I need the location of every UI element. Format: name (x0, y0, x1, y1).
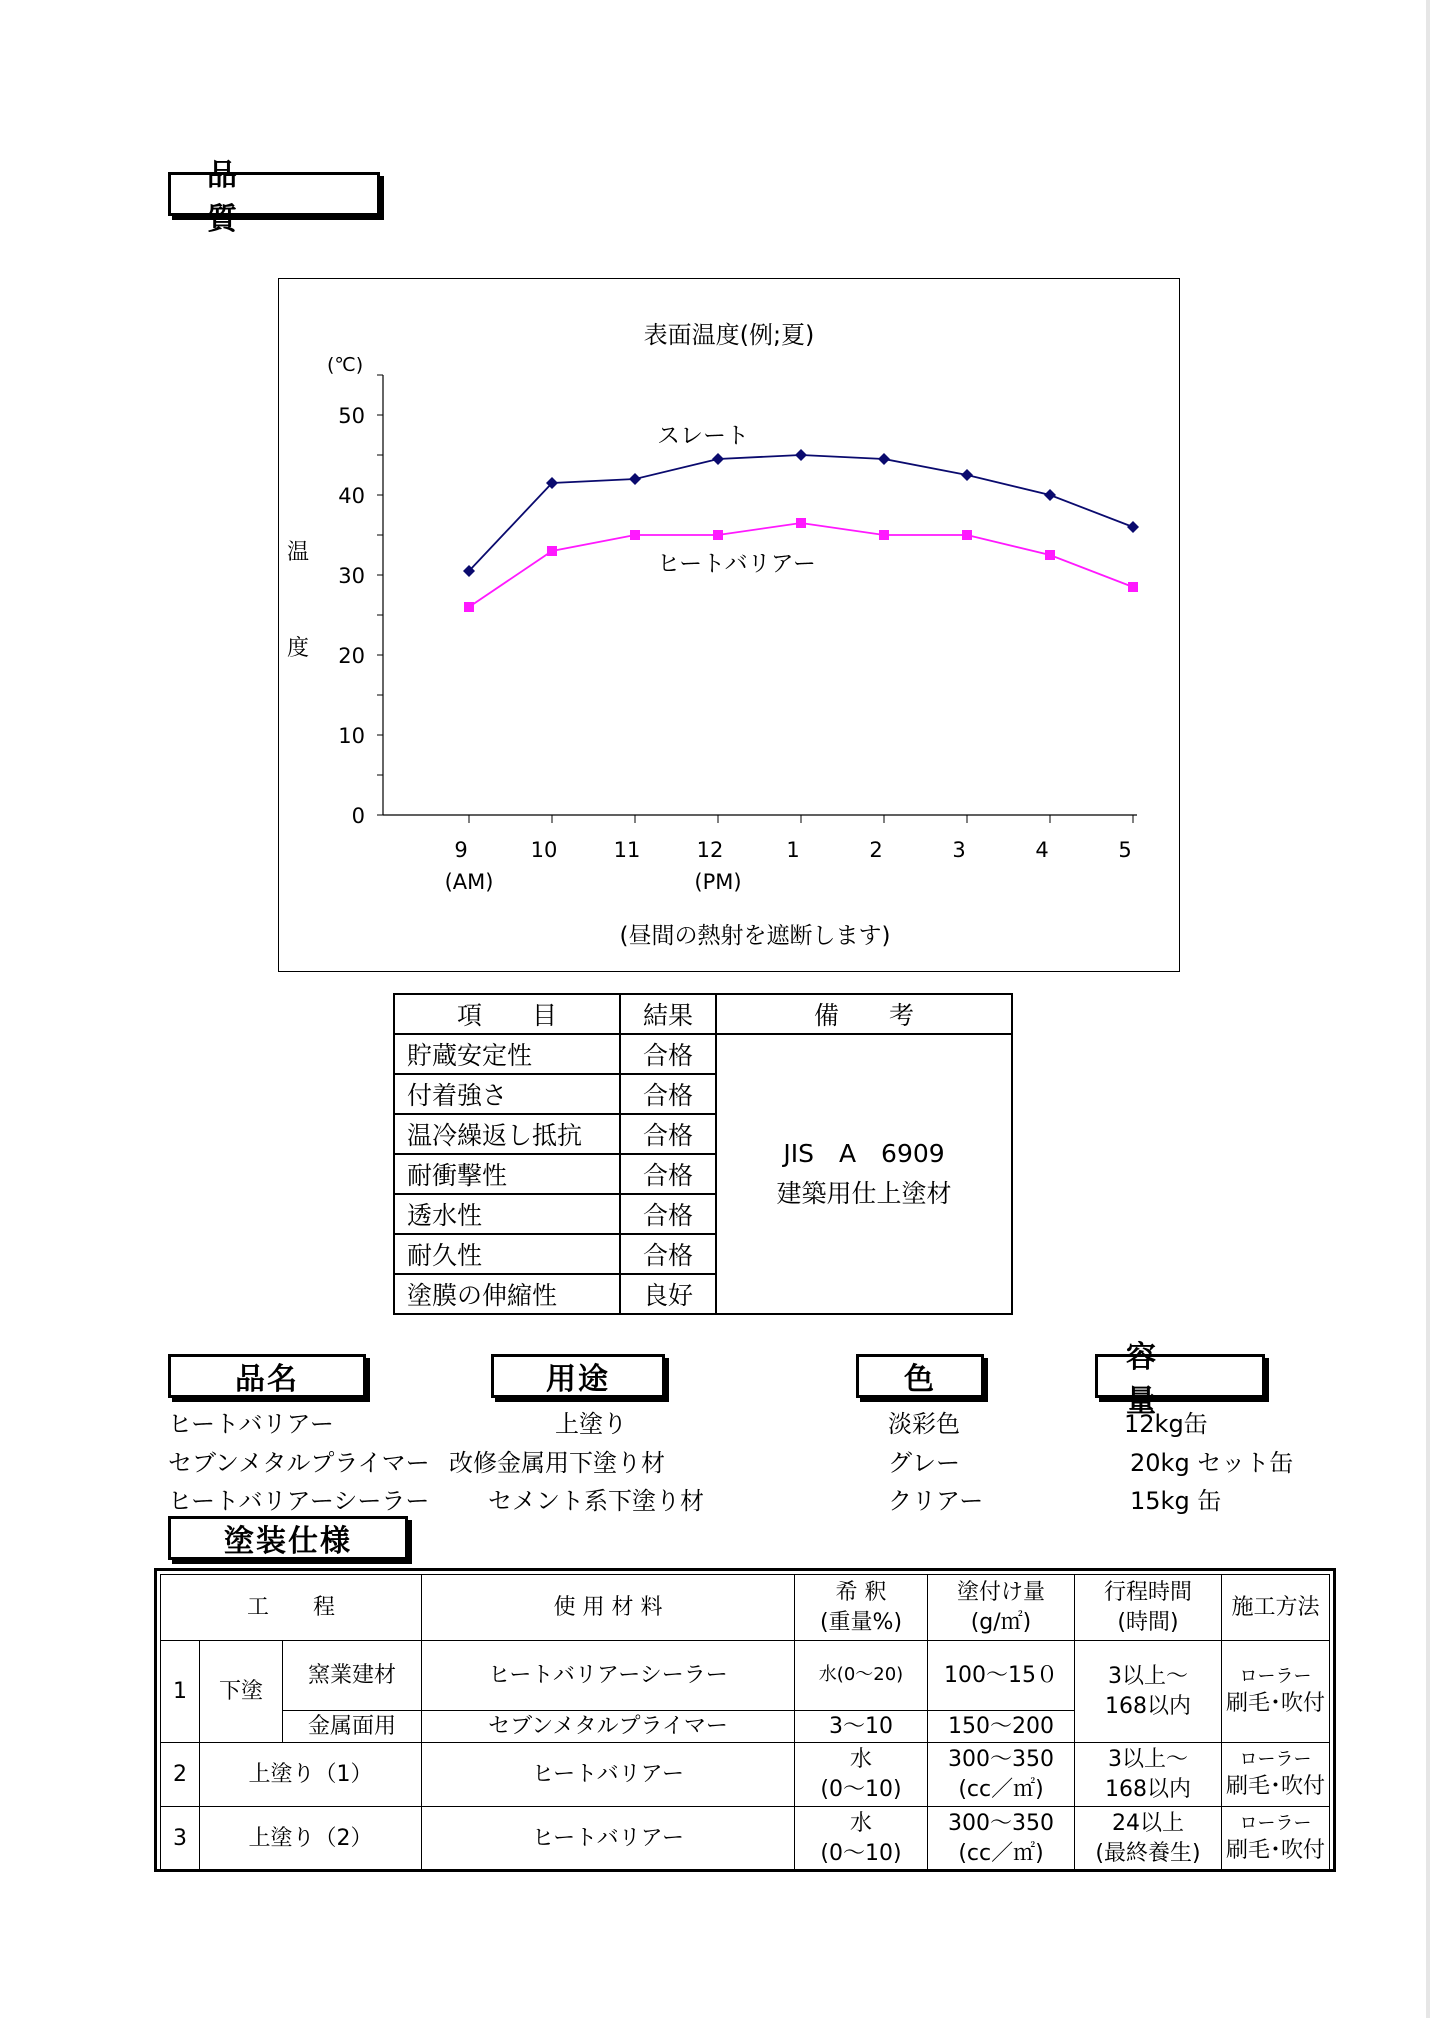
step-cell: 上塗り（2） (200, 1807, 422, 1871)
product-color-2: グレー (888, 1449, 960, 1477)
x-sub-label: (PM) (694, 870, 742, 894)
interval-line2: 168以内 (1105, 1693, 1191, 1719)
product-capacity-2: 20kg セット缶 (1130, 1449, 1294, 1477)
amount-cell: 100～15０ (928, 1641, 1075, 1711)
product-capacity-1: 12kg缶 (1124, 1410, 1208, 1438)
method-line2: 刷毛･吹付 (1226, 1837, 1326, 1863)
table-row (394, 1034, 1012, 1074)
color-heading: 色 (856, 1354, 984, 1398)
spec-row-3 (161, 1807, 1330, 1871)
header-item: 項 目 (394, 994, 620, 1034)
series-2-point (1045, 550, 1055, 560)
result-cell: 合格 (620, 1114, 716, 1154)
product-name-3: ヒートバリアーシーラー (168, 1487, 430, 1515)
remarks-category: 建築用仕上塗材 (776, 1179, 952, 1208)
remarks-cell (716, 1034, 1012, 1314)
header-process: 工 程 (161, 1575, 422, 1641)
series-2-point (547, 546, 557, 556)
remarks-standard: JIS A 6909 (783, 1139, 945, 1168)
y-tick-label: 30 (338, 564, 365, 588)
header-material: 使 用 材 料 (422, 1575, 795, 1641)
y-tick-label: 50 (338, 404, 365, 428)
header-amount (928, 1575, 1075, 1641)
step-cell: 下塗 (200, 1641, 283, 1743)
coating-spec-table (160, 1574, 1330, 1871)
series-label-slate: スレート (657, 423, 749, 449)
product-usage-2: 改修金属用下塗り材 (449, 1449, 665, 1477)
product-color-1: 淡彩色 (888, 1410, 960, 1438)
dilution-cell (795, 1807, 928, 1871)
interval-line1: 24以上 (1112, 1810, 1184, 1836)
series-label-heat-barrier: ヒートバリアー (657, 551, 816, 577)
y-tick-label: 10 (338, 724, 365, 748)
result-cell: 合格 (620, 1194, 716, 1234)
dilution-line2: (0～10) (820, 1776, 902, 1802)
result-cell: 合格 (620, 1234, 716, 1274)
x-tick-label: 9 (454, 838, 468, 862)
series-2-point (879, 530, 889, 540)
material-cell: ヒートバリアー (422, 1743, 795, 1807)
product-name-2: セブンメタルプライマー (168, 1449, 430, 1477)
x-tick-label: 12 (696, 838, 724, 862)
header-interval (1075, 1575, 1222, 1641)
material-cell: セブンメタルプライマー (422, 1711, 795, 1743)
series-1-point (629, 473, 641, 485)
chart-ylabel-top: 温 (287, 540, 310, 565)
interval-cell (1075, 1807, 1222, 1871)
header-amount-line1: 塗付け量 (956, 1579, 1045, 1605)
method-line2: 刷毛･吹付 (1226, 1773, 1326, 1799)
product-name-heading: 品名 (168, 1354, 366, 1398)
header-remarks: 備 考 (716, 994, 1012, 1034)
header-method: 施工方法 (1222, 1575, 1330, 1641)
product-name-1: ヒートバリアー (168, 1410, 334, 1438)
result-cell: 合格 (620, 1154, 716, 1194)
header-dilution-line2: (重量%) (819, 1609, 903, 1635)
x-tick-label: 5 (1118, 838, 1132, 862)
product-usage-3: セメント系下塗り材 (488, 1487, 704, 1515)
product-capacity-3: 15kg 缶 (1130, 1487, 1222, 1515)
series-1-point (795, 449, 807, 461)
item-cell: 付着強さ (394, 1074, 620, 1114)
chart-caption: (昼間の熱射を遮断します) (619, 923, 891, 949)
interval-cell (1075, 1743, 1222, 1807)
series-1-point (961, 469, 973, 481)
x-tick-label: 4 (1035, 838, 1049, 862)
header-dilution-line1: 希 釈 (835, 1579, 887, 1605)
quality-heading: 品 質 (168, 172, 380, 216)
method-line2: 刷毛･吹付 (1226, 1690, 1326, 1716)
result-cell: 合格 (620, 1074, 716, 1114)
result-cell: 合格 (620, 1034, 716, 1074)
x-tick-label: 3 (952, 838, 966, 862)
dilution-cell: 水(0～20) (795, 1641, 928, 1711)
series-2-point (630, 530, 640, 540)
chart-unit-label: (℃) (327, 354, 364, 376)
item-cell: 塗膜の伸縮性 (394, 1274, 620, 1314)
series-1-point (878, 453, 890, 465)
dilution-cell (795, 1743, 928, 1807)
product-usage-1: 上塗り (555, 1410, 627, 1438)
x-sub-label: (AM) (444, 870, 494, 894)
amount-line2: (cc／㎡) (958, 1840, 1044, 1866)
spec-heading: 塗装仕様 (168, 1516, 408, 1560)
chart-title: 表面温度(例;夏) (643, 321, 815, 349)
interval-line2: (最終養生) (1095, 1840, 1201, 1866)
series-2-point (713, 530, 723, 540)
method-line1: ローラー (1239, 1665, 1312, 1687)
interval-line1: 3以上～ (1108, 1746, 1188, 1772)
interval-line2: 168以内 (1105, 1776, 1191, 1802)
amount-cell: 150～200 (928, 1711, 1075, 1743)
y-tick-label: 20 (338, 644, 365, 668)
method-line1: ローラー (1239, 1812, 1312, 1834)
amount-cell (928, 1743, 1075, 1807)
x-tick-label: 11 (613, 838, 641, 862)
dilution-line2: (0～10) (820, 1840, 902, 1866)
series-2-point (464, 602, 474, 612)
material-cell: ヒートバリアーシーラー (422, 1641, 795, 1711)
method-cell (1222, 1743, 1330, 1807)
substrate-cell: 窯業建材 (283, 1641, 422, 1711)
row-number: 3 (161, 1807, 200, 1871)
interval-line1: 3以上～ (1108, 1663, 1188, 1689)
header-result: 結果 (620, 994, 716, 1034)
dilution-line1: 水 (849, 1746, 872, 1772)
amount-cell (928, 1807, 1075, 1871)
product-color-3: クリアー (888, 1487, 984, 1515)
item-cell: 耐久性 (394, 1234, 620, 1274)
item-cell: 温冷繰返し抵抗 (394, 1114, 620, 1154)
substrate-cell: 金属面用 (283, 1711, 422, 1743)
series-1-point (1044, 489, 1056, 501)
item-cell: 貯蔵安定性 (394, 1034, 620, 1074)
dilution-line1: 水 (849, 1810, 872, 1836)
series-2-point (1128, 582, 1138, 592)
method-cell (1222, 1807, 1330, 1871)
quality-test-table (393, 993, 1013, 1315)
amount-line1: 300～350 (948, 1810, 1054, 1836)
series-2-point (796, 518, 806, 528)
series-2-point (962, 530, 972, 540)
spec-header-row (161, 1575, 1330, 1641)
y-tick-label: 40 (338, 484, 365, 508)
spec-row-1a (161, 1641, 1330, 1711)
y-tick-label: 0 (351, 804, 365, 828)
page-edge (1426, 0, 1430, 2018)
series-1-point (712, 453, 724, 465)
chart-canvas (279, 279, 1179, 971)
header-interval-line2: (時間) (1117, 1609, 1179, 1635)
spec-row-2 (161, 1743, 1330, 1807)
header-interval-line1: 行程時間 (1103, 1579, 1192, 1605)
table-header-row (394, 994, 1012, 1034)
result-cell: 良好 (620, 1274, 716, 1314)
capacity-heading: 容 量 (1095, 1354, 1265, 1398)
item-cell: 透水性 (394, 1194, 620, 1234)
header-amount-line2: (g/㎡) (970, 1609, 1032, 1635)
chart-ylabel-bottom: 度 (287, 636, 310, 661)
x-tick-label: 1 (786, 838, 800, 862)
method-line1: ローラー (1239, 1748, 1312, 1770)
interval-cell (1075, 1641, 1222, 1743)
spec-table-frame (154, 1568, 1336, 1872)
series-1-point (1127, 521, 1139, 533)
item-cell: 耐衝撃性 (394, 1154, 620, 1194)
header-dilution (795, 1575, 928, 1641)
row-number: 1 (161, 1641, 200, 1743)
x-tick-label: 10 (530, 838, 558, 862)
dilution-cell: 3～10 (795, 1711, 928, 1743)
material-cell: ヒートバリアー (422, 1807, 795, 1871)
amount-line2: (cc／㎡) (958, 1776, 1044, 1802)
method-cell (1222, 1641, 1330, 1743)
x-tick-label: 2 (869, 838, 883, 862)
amount-line1: 300～350 (948, 1746, 1054, 1772)
step-cell: 上塗り（1） (200, 1743, 422, 1807)
temperature-chart (278, 278, 1180, 972)
row-number: 2 (161, 1743, 200, 1807)
usage-heading: 用途 (491, 1354, 665, 1398)
